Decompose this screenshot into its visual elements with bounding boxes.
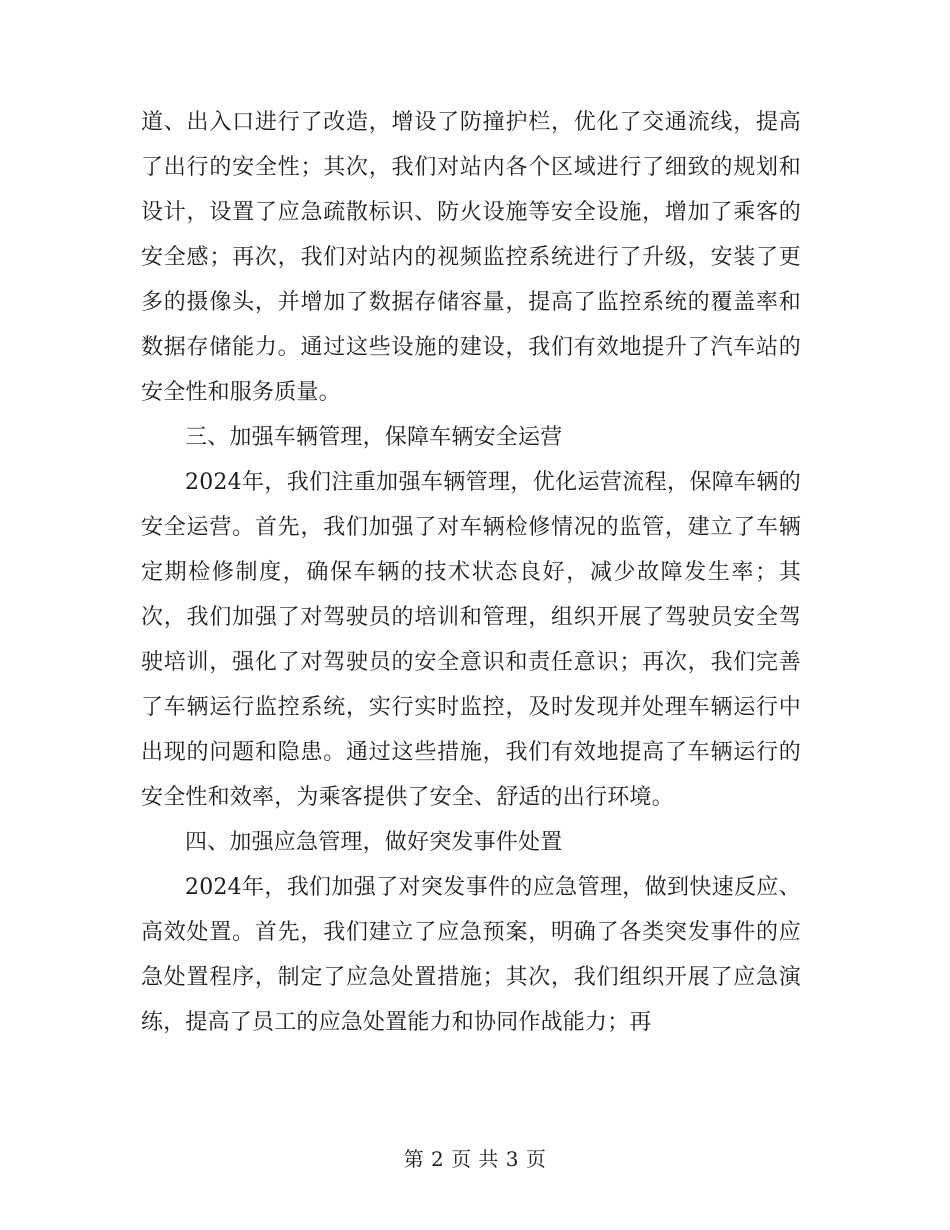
document-body: [141, 100, 801, 1045]
body-paragraph-1: 道、出入口进行了改造，增设了防撞护栏，优化了交通流线，提高了出行的安全性；其次，我们对站内各个区域进行了细致的规划和设计，设置了应急疏散标识、防火设施等安全设施，增加了乘客的安全感；再次，我们对站内的视频监控系统进行了升级，安装了更多的摄像头，并增加了数据存储容量，提高了监控系统的覆盖率和数据存储能力。通过这些设施的建设，我们有效地提升了汽车站的安全性和服务质量。: [141, 110, 801, 405]
section-heading-4: 四、加强应急管理，做好突发事件处置: [185, 830, 563, 855]
page-number-footer: 第 2 页 共 3 页: [403, 1147, 547, 1171]
body-paragraph-4: 2024年，我们加强了对突发事件的应急管理，做到快速反应、高效处置。首先，我们建立了应急预案，明确了各类突发事件的应急处置程序，制定了应急处置措施；其次，我们组织开展了应急演练，提高了员工的应急处置能力和协同作战能力；再: [141, 875, 801, 1035]
section-heading-3: 三、加强车辆管理，保障车辆安全运营: [185, 425, 563, 450]
body-paragraph-3: 2024年，我们注重加强车辆管理，优化运营流程，保障车辆的安全运营。首先，我们加强了对车辆检修情况的监管，建立了车辆定期检修制度，确保车辆的技术状态良好，减少故障发生率；其次，我们加强了对驾驶员的培训和管理，组织开展了驾驶员安全驾驶培训，强化了对驾驶员的安全意识和责任意识；再次，我们完善了车辆运行监控系统，实行实时监控，及时发现并处理车辆运行中出现的问题和隐患。通过这些措施，我们有效地提高了车辆运行的安全性和效率，为乘客提供了安全、舒适的出行环境。: [141, 470, 801, 810]
